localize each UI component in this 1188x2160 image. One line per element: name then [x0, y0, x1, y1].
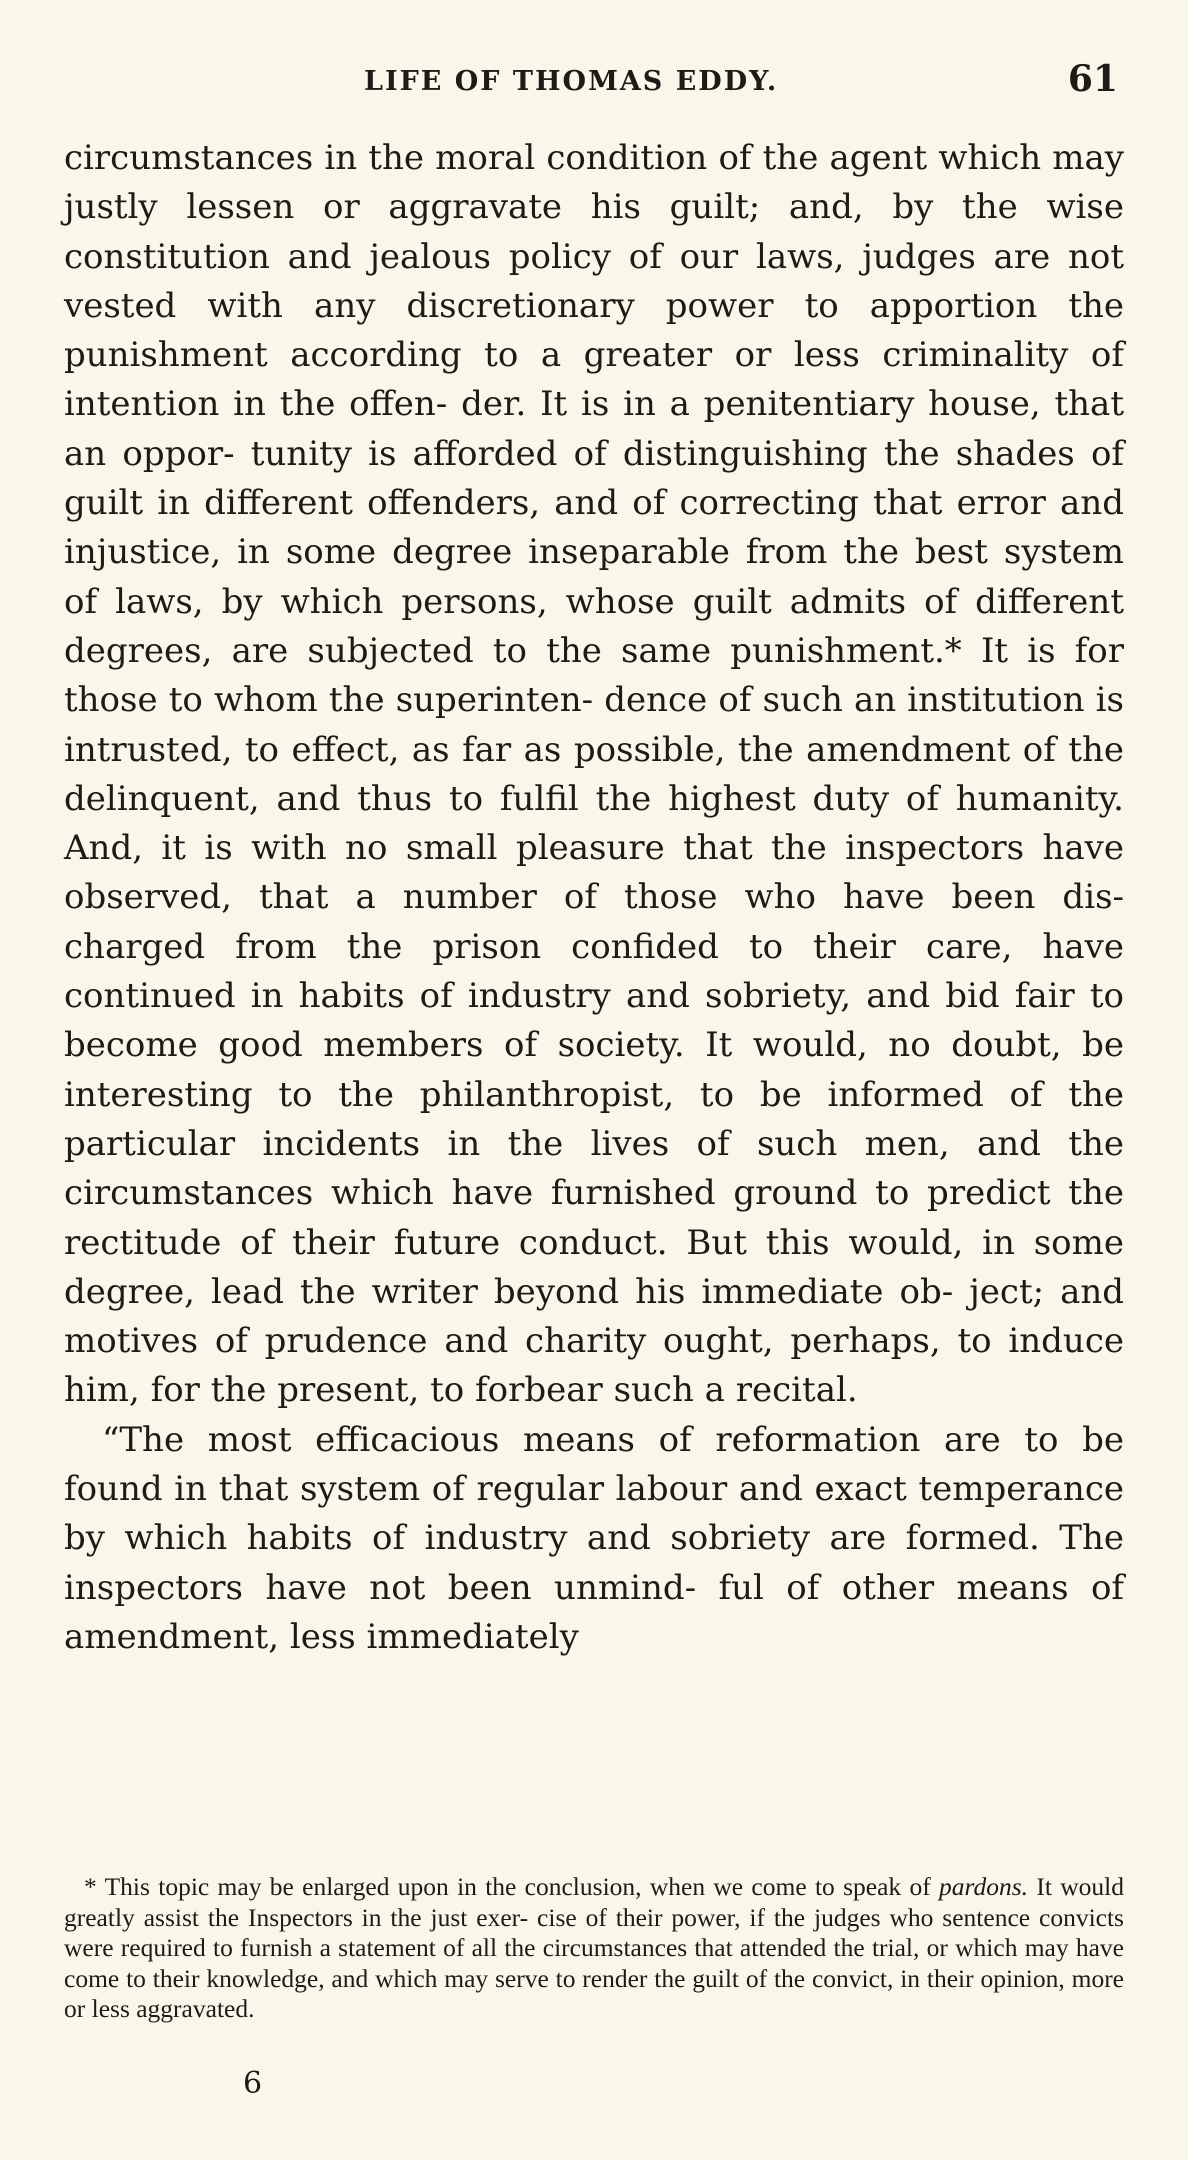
footnote — [64, 1872, 1124, 2025]
page-header — [64, 58, 1124, 108]
footnote-text — [64, 1872, 1124, 2025]
running-title: LIFE OF THOMAS EDDY. — [364, 66, 779, 97]
paragraph: “The most efficacious means of reformation are to be found in that system of regular labour and exact temperance by which habits of industry and sobriety are formed. The inspectors have not been unmind- ful of other means of amendment, less immediately — [64, 1419, 1124, 1657]
page-number: 61 — [1067, 58, 1118, 100]
footnote-text-start: * This topic may be enlarged upon in the conclusion, when we come to speak of — [84, 1872, 940, 1901]
footnote-text-end: It would greatly assist the Inspectors in the just exer- cise of their power, if the judges who sentence convicts were required to furnish a statement of all the circumstances that attended the trial, or which may have come to their knowledge, and which may serve to render the guilt of the convict, in their opinion, more or less aggravated. — [64, 1872, 1124, 2024]
footnote-italic-word: pardons. — [939, 1872, 1029, 1901]
paragraph: circumstances in the moral condition of the agent which may justly lessen or aggravate his guilt; and, by the wise constitution and jealous policy of our laws, judges are not vested with any discretionary power to apportion the punishment according to a greater or less criminality of intention in the offen- der. It is in a penitentiary house, that an oppor- tunity is afforded of distinguishing the shades of guilt in different offenders, and of correcting that error and injustice, in some degree inseparable from the best system of laws, by which persons, whose guilt admits of different degrees, are subjected to the same punishment.* It is for those to whom the superinten- dence of such an institution is intrusted, to effect, as far as possible, the amendment of the delinquent, and thus to fulfil the highest duty of humanity. And, it is with no small pleasure that the inspectors have observed, that a number of those who have been dis- charged from the prison confided to their care, have continued in habits of industry and sobriety, and bid fair to become good members of society. It would, no doubt, be interesting to the philanthropist, to be informed of the particular incidents in the lives of such men, and the circumstances which have furnished ground to predict the rectitude of their future conduct. But this would, in some degree, lead the writer beyond his immediate ob- ject; and motives of prudence and charity ought, perhaps, to induce him, for the present, to forbear such a recital. — [64, 138, 1124, 1411]
signature-mark: 6 — [243, 2066, 263, 2101]
body-text — [64, 134, 1124, 1662]
